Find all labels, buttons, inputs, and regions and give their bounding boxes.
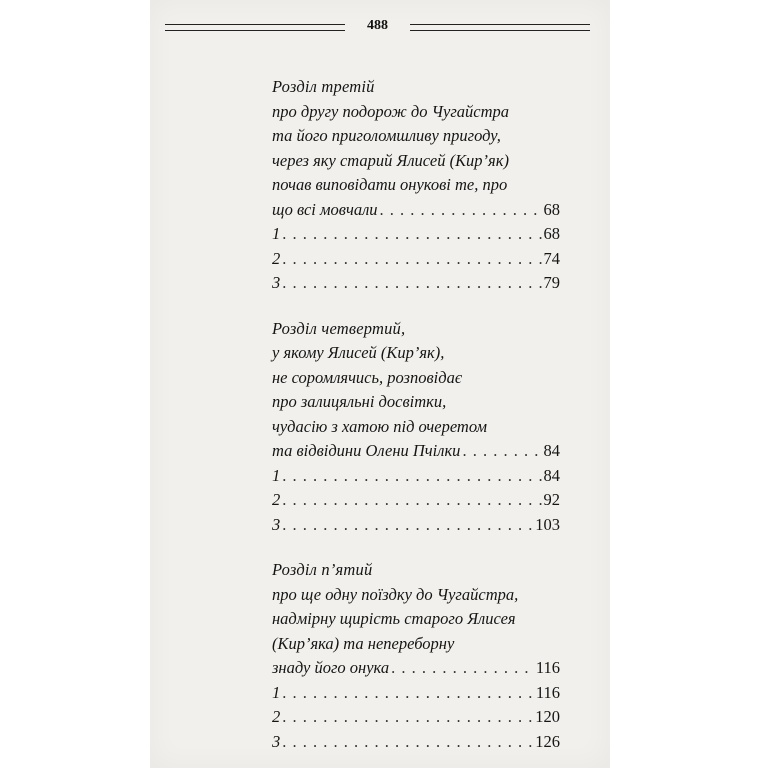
dot-leader (282, 488, 541, 513)
toc-section-3 (272, 75, 560, 296)
subentry-label: 1 (272, 682, 281, 702)
section-description-line: про другу подорож до Чугайстра (272, 101, 509, 121)
dot-leader (282, 271, 541, 296)
entry-text: що всі мовчали (272, 199, 378, 219)
toc-subentry (272, 705, 560, 730)
section-description-line: (Кир’яка) та непереборну (272, 633, 455, 653)
subentry-label: 2 (272, 707, 281, 726)
entry-page-number: 103 (535, 514, 560, 534)
entry-text: та відвідини Олени Пчілки (272, 441, 461, 460)
entry-page-number: 74 (543, 248, 560, 268)
subentry-label: 3 (272, 514, 281, 534)
toc-subentry (272, 488, 560, 513)
section-description-line: про залицяльні досвітки, (272, 392, 447, 411)
dot-leader (282, 513, 533, 538)
subentry-label: 2 (272, 490, 281, 509)
entry-page-number: 84 (543, 441, 560, 460)
dot-leader (391, 656, 534, 681)
toc-subentry (272, 513, 560, 538)
section-description-line: у якому Ялисей (Кир’як), (272, 343, 445, 362)
entry-page-number: 79 (543, 273, 560, 292)
section-description-line: та його приголомшливу пригоду, (272, 126, 501, 145)
section-title: Розділ четвертий, (272, 318, 406, 338)
section-title: Розділ третій (272, 77, 375, 96)
subentry-label: 3 (272, 273, 281, 292)
page-number: 488 (367, 18, 388, 33)
book-page (150, 0, 610, 768)
toc-subentry (272, 271, 560, 296)
toc-subentry (272, 222, 560, 247)
toc-section-5 (272, 558, 560, 754)
dot-leader (282, 705, 533, 730)
subentry-label: 3 (272, 731, 281, 751)
entry-text: знаду його онука (272, 658, 390, 677)
section-description-line: не соромлячись, розповідає (272, 367, 463, 387)
entry-page-number: 120 (535, 707, 560, 726)
subentry-label: 1 (272, 224, 281, 243)
dot-leader (380, 198, 542, 223)
toc-entry (272, 198, 560, 223)
toc-subentry (272, 730, 560, 755)
dot-leader (282, 730, 533, 755)
entry-page-number: 68 (543, 224, 560, 243)
entry-page-number: 68 (543, 199, 560, 219)
section-description-line: чудасію з хатою під очеретом (272, 416, 487, 436)
toc-subentry (272, 464, 560, 489)
subentry-label: 1 (272, 465, 281, 485)
dot-leader (282, 247, 541, 272)
dot-leader (462, 439, 541, 464)
section-title: Розділ п’ятий (272, 560, 373, 579)
entry-page-number: 92 (543, 490, 560, 509)
toc-entry (272, 656, 560, 681)
section-description-line: почав виповідати онукові те, про (272, 175, 508, 194)
entry-page-number: 116 (535, 682, 560, 702)
toc-subentry (272, 681, 560, 706)
dot-leader (282, 222, 541, 247)
toc-entry (272, 439, 560, 464)
toc-section-4 (272, 317, 560, 538)
header-rule-right (410, 24, 590, 31)
section-description-line: надмірну щирість старого Ялисея (272, 609, 516, 628)
subentry-label: 2 (272, 248, 281, 268)
dot-leader (282, 464, 541, 489)
page-header (165, 18, 590, 38)
entry-page-number: 126 (535, 731, 560, 751)
dot-leader (282, 681, 534, 706)
section-description-line: про ще одну поїздку до Чугайстра, (272, 584, 519, 604)
entry-page-number: 116 (535, 658, 560, 677)
toc-subentry (272, 247, 560, 272)
entry-page-number: 84 (543, 465, 560, 485)
section-description-line: через яку старий Ялисей (Кир’як) (272, 150, 509, 170)
table-of-contents (272, 75, 560, 775)
